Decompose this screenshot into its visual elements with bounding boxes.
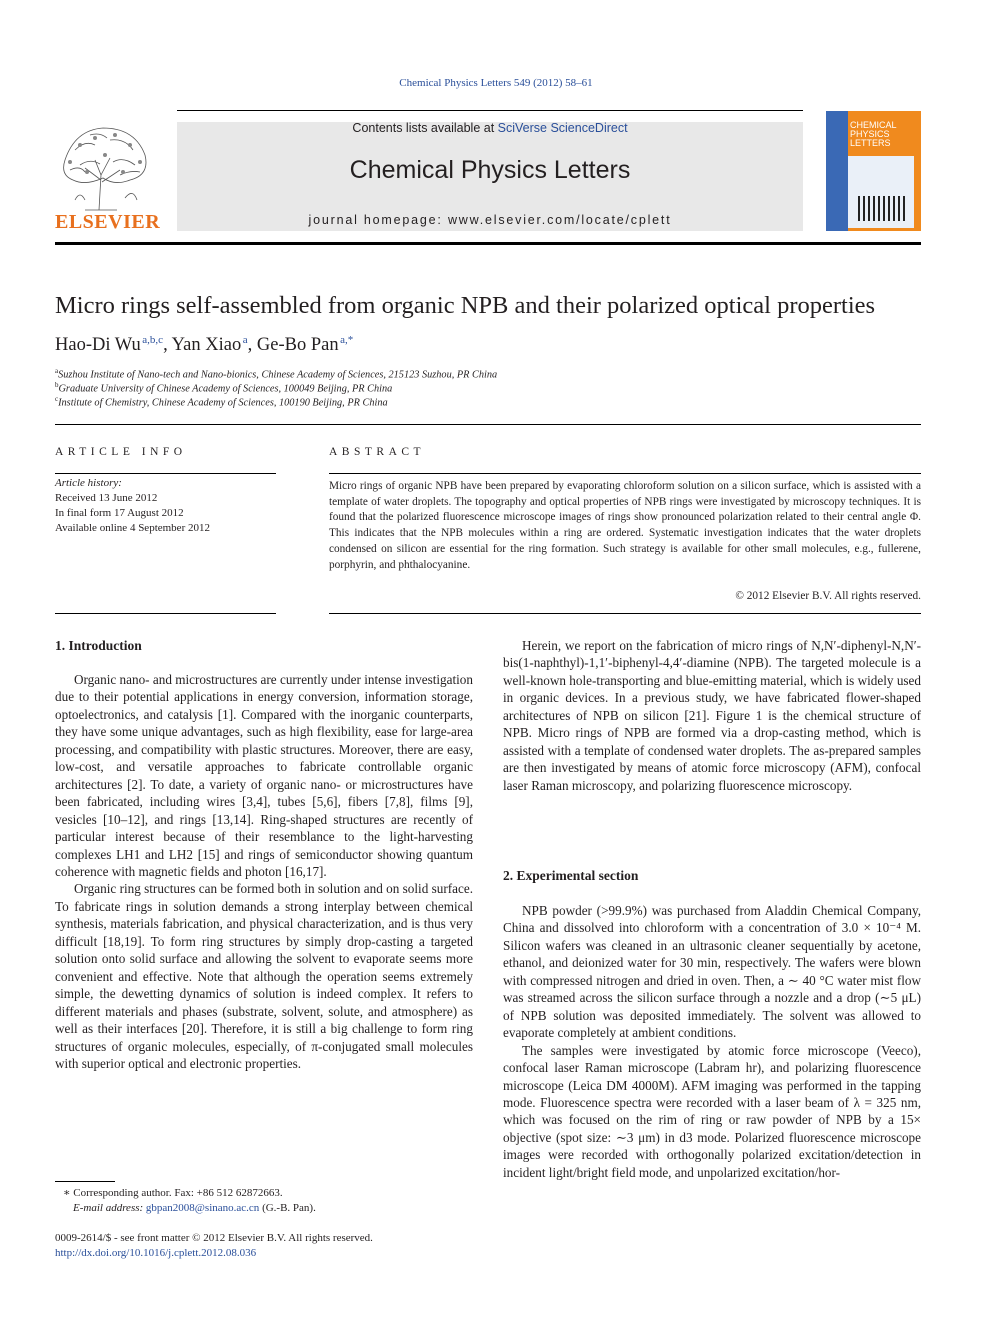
- journal-title: Chemical Physics Letters: [349, 156, 631, 184]
- sciencedirect-link[interactable]: SciVerse ScienceDirect: [497, 121, 628, 135]
- affiliation: $^b$Graduate University of Chinese Academy of Sciences, 100049 Beijing, PR China: [55, 381, 393, 395]
- article-title: Micro rings self-assembled from organic NPB and their polarized optical properties: [55, 292, 876, 319]
- introduction-heading: 1. Introduction: [55, 638, 142, 653]
- journal-citation: Chemical Physics Letters 549 (2012) 58–61: [399, 77, 593, 89]
- cover-stripe: [826, 111, 848, 231]
- article-info-rule: [55, 473, 276, 474]
- left-column-text: [55, 671, 473, 1072]
- footnote: ∗ Corresponding author. Fax: +86 512 62872663. E-mail address: gbpan2008@sinano.ac.cn (G.-B. Pan).: [63, 1187, 316, 1214]
- journal-homepage[interactable]: journal homepage: www.elsevier.com/locate/cplett: [308, 213, 672, 227]
- email-link[interactable]: gbpan2008@sinano.ac.cn: [145, 1202, 260, 1214]
- paragraph: Organic ring structures can be formed both in solution and on solid surface. To fabricate rings in solution demands a strong interplay between chemical synthesis, materials fabrication, and physical characterization, and is thus very difficult [18,19]. To form ring structures by simply drop-casting a targeted solution onto solid surface and allowing the solvent to evaporate seems more convenient and effective. Note that although the operation seems extremely simple, the dewetting dynamics of solution is indeed complex. It refers to different materials and phases (substrate, solvent, solute, and atmosphere) as well as their interfaces [20]. Therefore, it is still a big challenge to form ring structures of organic molecules, especially, of π-conjugated small molecules with superior optical and electronic properties.: [55, 881, 473, 1071]
- contents-line: Contents lists available at SciVerse ScienceDirect: [352, 121, 628, 135]
- author-list: Hao-Di Wu $^{a,b,c}$, Yan Xiao $^a$, Ge-Bo Pan $^{a,*}$: [55, 334, 354, 356]
- right-column-intro: [503, 637, 921, 794]
- elsevier-wordmark: ELSEVIER: [55, 211, 161, 233]
- journal-banner: [177, 122, 803, 231]
- abstract-bottom-rule: [329, 613, 921, 614]
- paragraph: NPB powder (>99.9%) was purchased from Aladdin Chemical Company, China and dissolved into chloroform with a concentration of 3.0 × 10⁻⁴ M. Silicon wafers was cleaned in an ultrasonic cleaner sequentially by acetone, ethanol, and deionized water for 30 min, respectively. The wafers were blown with compressed nitrogen and dried in oven. Then, a ∼ 40 °C water mist flow was streamed across the silicon surface through a nozzle and a drop (∼5 μL) of NPB solution was deposited immediately. The solvent was allowed to evaporate completely at ambient conditions.: [503, 903, 921, 1041]
- author-affiliation-mark[interactable]: a,b,c: [142, 334, 164, 346]
- abstract-copyright: © 2012 Elsevier B.V. All rights reserved.: [735, 590, 921, 602]
- paragraph: Organic nano- and microstructures are currently under intense investigation due to their potential applications in energy conversion, information storage, optoelectronics, and catalysis [1]. Compared with the inorganic counterparts, they have some unique advantages, such as high flexibility, ease for large-area processing, and compatibility with plastic structures. Moreover, there are easy, low-cost, and versatile approaches to fabricate controllable organic architectures [2]. To date, a variety of organic nano- or microstructures have been fabricated, including wires [3,4], tubes [5,6], fibers [7,8], films [9], vesicles [10–12], and rings [13,14]. Ring-shaped structures are recently of particular interest because of their resemblance to the light-harvesting complexes LH1 and LH2 [15] and rings of semiconductor showing quantum coherence with magnetic fields and photon [16,17].: [55, 672, 473, 879]
- front-matter: 0009-2614/$ - see front matter © 2012 Elsevier B.V. All rights reserved. http://dx.doi.org/10.1016/j.cplett.2012.08.036: [55, 1232, 373, 1259]
- footnote-rule: [55, 1181, 115, 1182]
- affiliation: $^a$Suzhou Institute of Nano-tech and Nano-bionics, Chinese Academy of Sciences, 215123 Suzhou, PR China: [55, 367, 498, 381]
- author-name: Ge-Bo Pan: [256, 335, 339, 356]
- experimental-heading: 2. Experimental section: [503, 868, 639, 883]
- author-name: Hao-Di Wu: [55, 335, 141, 356]
- affiliation: $^c$Institute of Chemistry, Chinese Academy of Sciences, 100190 Beijing, PR China: [55, 395, 388, 409]
- right-column-experimental: [503, 902, 921, 1181]
- article-info-heading: ARTICLE INFO: [55, 446, 187, 458]
- author-affiliation-mark[interactable]: a,*: [340, 334, 354, 346]
- journal-cover-image: [826, 111, 921, 231]
- header-rule: [177, 110, 803, 111]
- abstract-text: Micro rings of organic NPB have been prepared by evaporating chloroform solution on a silicon surface, which is assisted with a template of water droplets. The topography and optical properties of NPB rings were investigated by microscopy techniques. It is found that the polarized fluorescence microscope images of rings show pronounced polarization related to their central angle Φ. This indicates that the NPB molecules within a ring are ordered. Systematic investigation indicates that the water droplets condensed on silicon are essential for the ring formation. Such strategy is available for other small molecules, e.g., fullerene, porphyrin, and phthalocyanine.: [329, 480, 921, 571]
- abstract-rule: [329, 473, 921, 474]
- header-thick-rule: [55, 242, 921, 245]
- article-info-bottom-rule: [55, 613, 276, 614]
- abstract-heading: ABSTRACT: [329, 446, 426, 458]
- paragraph: The samples were investigated by atomic force microscope (Veeco), confocal laser Raman microscope (Labram hr), and polarizing fluorescence microscope (Leica DM 4000M). AFM imaging was performed in the tapping mode. Fluorescence spectra were recorded with a laser beam of λ = 325 nm, which was focused on the rim of ring or raw powder of NPB by a 15× objective (spot size: ∼3 μm) in d3 mode. Polarized fluorescence microscope images were recorded with orthogonally polarized excitation/detection in incident light/bright field mode, and unpolarized excitation/hor-: [503, 1042, 921, 1180]
- article-history: Article history: Received 13 June 2012 In final form 17 August 2012 Available online 4 September 2012: [55, 477, 210, 534]
- doi-link[interactable]: http://dx.doi.org/10.1016/j.cplett.2012.08.036: [55, 1246, 257, 1259]
- paragraph: Herein, we report on the fabrication of micro rings of N,N′-diphenyl-N,N′-bis(1-naphthyl)-1,1′-biphenyl-4,4′-diamine (NPB). The targeted molecule is a well-known hole-transporting and blue-emitting material, which is widely used in organic devices. In a previous study, we have fabricated flower-shaped architectures of NPB on silicon [21]. Figure 1 is the chemical structure of NPB. Micro rings of NPB are formed via a drop-casting method, which is assisted with a template of condensed water droplets. The as-prepared samples are then investigated by means of atomic force microscopy (AFM), confocal laser Raman microscopy, and polarizing fluorescence microscopy.: [503, 638, 921, 793]
- author-name: Yan Xiao: [171, 335, 242, 356]
- cover-figure: [848, 156, 914, 228]
- author-affiliation-mark[interactable]: a: [242, 334, 248, 346]
- cover-title: CHEMICAL PHYSICS LETTERS: [850, 120, 897, 148]
- section-rule: [55, 424, 921, 425]
